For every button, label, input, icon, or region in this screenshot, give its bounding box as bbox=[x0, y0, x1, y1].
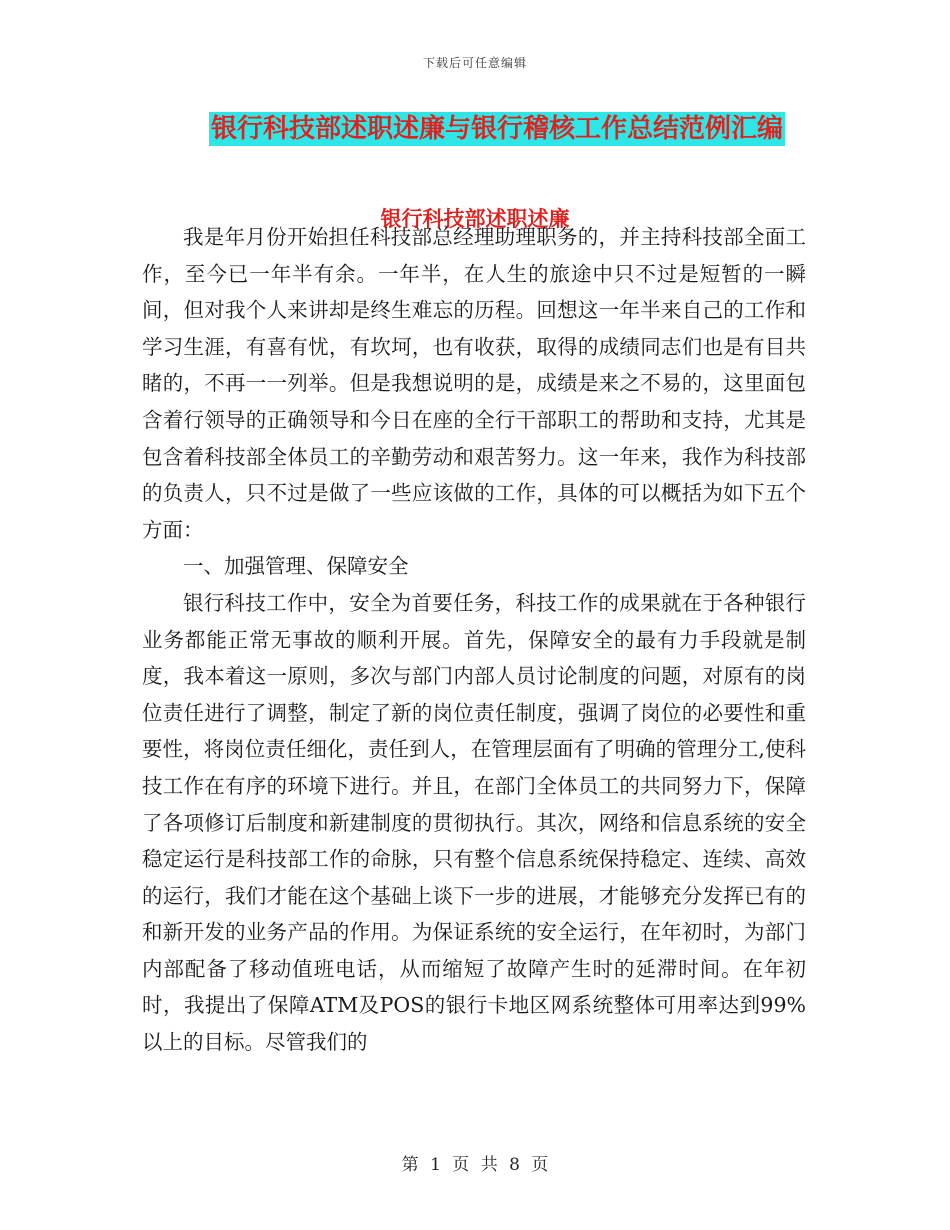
page-footer: 第 1 页 共 8 页 bbox=[401, 1155, 549, 1175]
paragraph-heading-1: 一、加强管理、保障安全 bbox=[183, 554, 409, 579]
document-body bbox=[142, 219, 806, 1061]
paragraph-security: 银行科技工作中，安全为首要任务，科技工作的成果就在于各种银行业务都能正常无事故的顺利开展。首先，保障安全的最有力手段就是制度，我本着这一原则，多次与部门内部人员讨论制度的问题，对原有的岗位责任进行了调整，制定了新的岗位责任制度，强调了岗位的必要性和重要性，将岗位责任细化，责任到人，在管理层面有了明确的管理分工,使科技工作在有序的环境下进行。并且，在部门全体员工的共同努力下，保障了各项修订后制度和新建制度的贯彻执行。其次，网络和信息系统的安全稳定运行是科技部工作的命脉，只有整个信息系统保持稳定、连续、高效的运行，我们才能在这个基础上谈下一步的进展，才能够充分发挥已有的和新开发的业务产品的作用。为保证系统的安全运行，在年初时，为部门内部配备了移动值班电话，从而缩短了故障产生时的延滞时间。在年初时，我提出了保障ATM及POS的银行卡地区网系统整体可用率达到99%以上的目标。尽管我们的 bbox=[142, 590, 806, 1055]
section-title: 银行科技部述职述廉 bbox=[380, 207, 570, 231]
document-title: 银行科技部述职述廉与银行稽核工作总结范例汇编 bbox=[210, 114, 783, 144]
paragraph-intro: 我是年月份开始担任科技部总经理助理职务的，并主持科技部全面工作，至今已一年半有余。一年半，在人生的旅途中只不过是短暂的一瞬间，但对我个人来讲却是终生难忘的历程。回想这一年半来自己的工作和学习生涯，有喜有忧，有坎坷，也有收获，取得的成绩同志们也是有目共睹的，不再一一列举。但是我想说明的是，成绩是来之不易的，这里面包含着行领导的正确领导和今日在座的全行干部职工的帮助和支持，尤其是包含着科技部全体员工的辛勤劳动和艰苦努力。这一年来，我作为科技部的负责人，只不过是做了一些应该做的工作，具体的可以概括为如下五个方面： bbox=[142, 225, 806, 542]
main-title-container bbox=[0, 112, 950, 146]
page-header-note: 下载后可任意编辑 bbox=[422, 56, 527, 70]
